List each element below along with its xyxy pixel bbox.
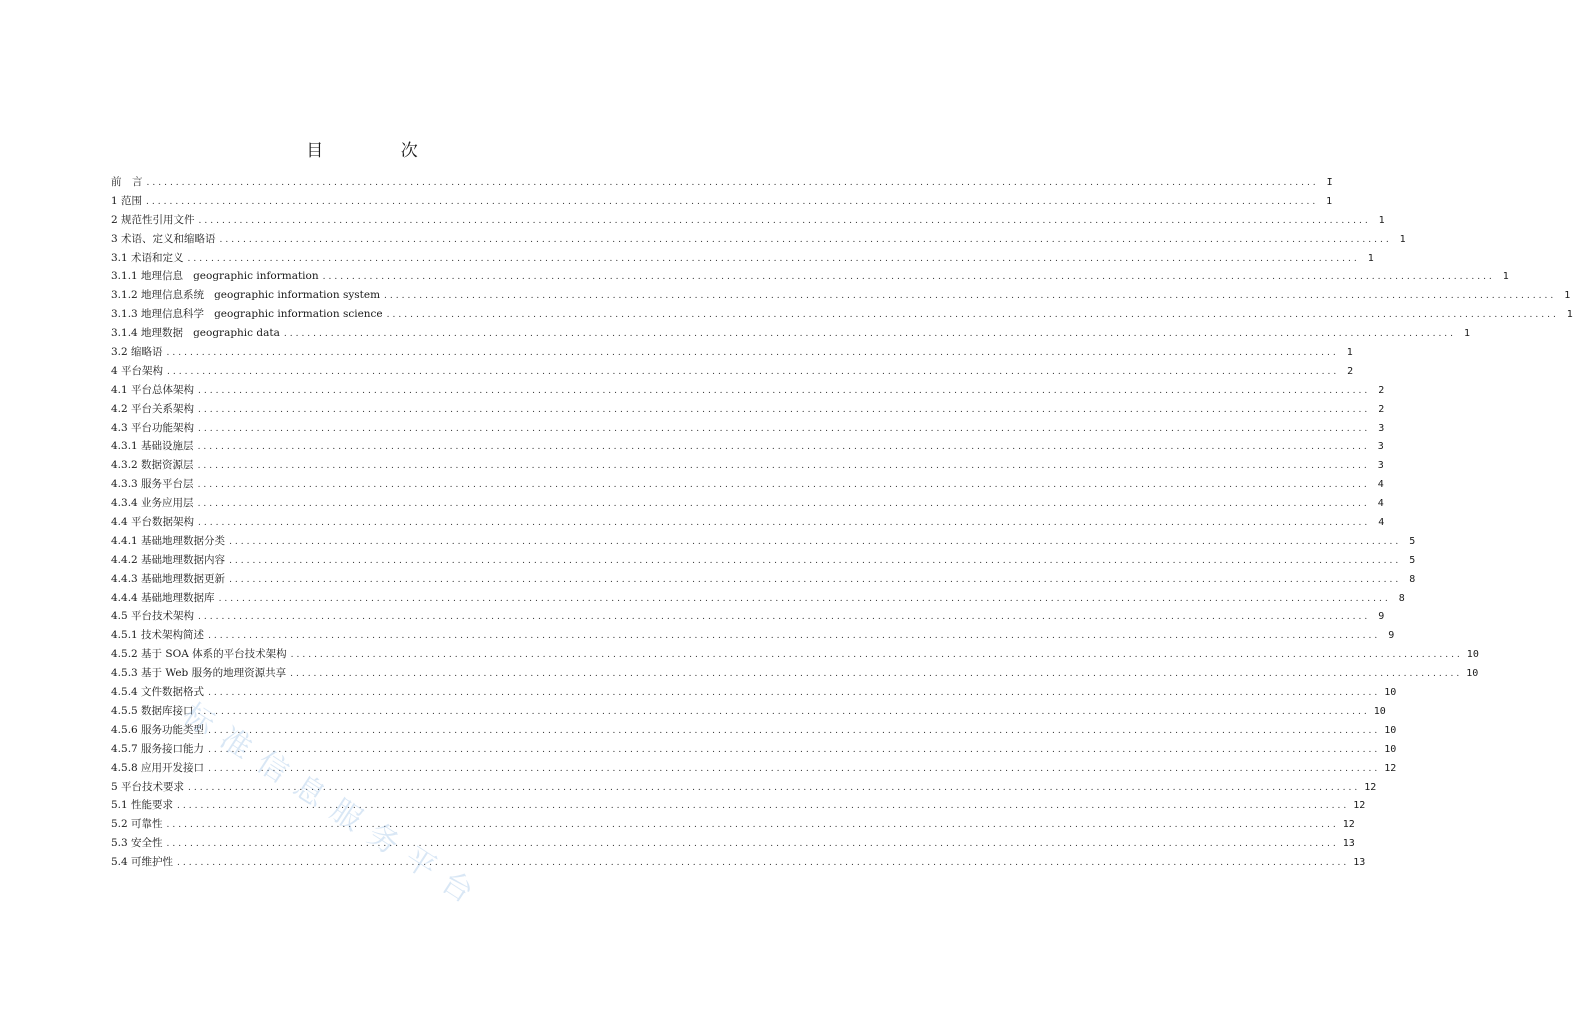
toc-entry-page-number: 1 — [1346, 347, 1353, 359]
toc-entry-page-number: 3 — [1377, 460, 1384, 472]
toc-entry-label: 4.4 平台数据架构 — [111, 516, 195, 529]
toc-dot-leader: ........................................................................................................................................................................................................ — [290, 669, 1463, 680]
toc-entry[interactable] — [111, 721, 1397, 740]
toc-dot-leader: ........................................................................................................................................................................................................ — [198, 215, 1371, 226]
toc-entry-page-number: 1 — [1464, 328, 1471, 340]
toc-entry[interactable] — [111, 173, 1333, 192]
toc-entry-label: 4.5.8 应用开发接口 — [111, 761, 205, 774]
toc-entry-label: 3.1.2 地理信息系统 geographic information system — [111, 289, 381, 302]
toc-entry-label: 4.4.1 基础地理数据分类 — [111, 534, 226, 547]
toc-entry[interactable] — [111, 249, 1374, 268]
toc-entry-page-number: 2 — [1378, 403, 1385, 415]
toc-entry[interactable] — [111, 815, 1355, 834]
toc-entry-label: 5.1 性能要求 — [111, 799, 174, 812]
toc-entry[interactable] — [111, 778, 1377, 797]
toc-dot-leader: ........................................................................................................................................................................................................ — [229, 536, 1402, 547]
toc-entry-page-number: 10 — [1384, 687, 1397, 699]
toc-entry-label: 4.3.2 数据资源层 — [111, 459, 194, 472]
toc-entry[interactable] — [111, 192, 1333, 211]
toc-dot-leader: ........................................................................................................................................................................................................ — [197, 480, 1370, 491]
toc-dot-leader: ........................................................................................................................................................................................................ — [177, 858, 1350, 869]
toc-entry-label: 4.5.5 数据库接口 — [111, 704, 194, 717]
toc-entry-page-number: 1 — [1378, 214, 1385, 226]
toc-entry-label: 4.3.1 基础设施层 — [111, 440, 194, 453]
toc-entry-page-number: 1 — [1502, 271, 1509, 283]
toc-dot-leader: ........................................................................................................................................................................................................ — [322, 272, 1495, 283]
toc-dot-leader: ........................................................................................................................................................................................................ — [208, 763, 1381, 774]
toc-dot-leader: ........................................................................................................................................................................................................ — [384, 291, 1557, 302]
toc-entry[interactable] — [111, 437, 1384, 456]
toc-entry[interactable] — [111, 853, 1366, 872]
toc-dot-leader: ........................................................................................................................................................................................................ — [146, 178, 1319, 188]
toc-entry-page-number: 1 — [1326, 195, 1333, 207]
toc-entry-page-number: 4 — [1377, 479, 1384, 491]
toc-entry[interactable] — [111, 456, 1384, 475]
toc-entry-page-number: 9 — [1388, 630, 1395, 642]
toc-entry-label: 4.1 平台总体架构 — [111, 383, 195, 396]
toc-entry-page-number: 10 — [1384, 724, 1397, 736]
toc-entry-page-number: 12 — [1364, 781, 1377, 793]
toc-entry-label: 前 言 — [111, 176, 143, 188]
toc-dot-leader: ........................................................................................................................................................................................................ — [177, 801, 1350, 812]
toc-dot-leader: ........................................................................................................................................................................................................ — [187, 253, 1360, 264]
toc-entry-page-number: 3 — [1378, 422, 1385, 434]
toc-entry-page-number: 12 — [1384, 762, 1397, 774]
toc-dot-leader: ........................................................................................................................................................................................................ — [208, 631, 1381, 642]
toc-entry-label: 3 术语、定义和缩略语 — [111, 232, 216, 245]
toc-dot-leader: ........................................................................................................................................................................................................ — [166, 839, 1339, 850]
toc-dot-leader: ........................................................................................................................................................................................................ — [197, 461, 1370, 472]
toc-entry-label: 5 平台技术要求 — [111, 780, 185, 793]
toc-entry[interactable] — [111, 475, 1384, 494]
toc-entry-label: 3.1.3 地理信息科学 geographic information science — [111, 308, 383, 321]
toc-dot-leader: ........................................................................................................................................................................................................ — [386, 310, 1559, 321]
toc-entry-label: 4.5.3 基于 Web 服务的地理资源共享 — [111, 667, 287, 680]
toc-dot-leader: ........................................................................................................................................................................................................ — [229, 555, 1402, 566]
table-of-contents — [111, 173, 1573, 872]
toc-entry-page-number: 8 — [1409, 573, 1416, 585]
toc-entry[interactable] — [111, 230, 1406, 249]
toc-entry-label: 4 平台架构 — [111, 364, 164, 377]
toc-entry[interactable] — [111, 419, 1385, 438]
toc-entry[interactable] — [111, 664, 1479, 683]
toc-entry-page-number: 4 — [1378, 517, 1385, 529]
toc-dot-leader: ........................................................................................................................................................................................................ — [197, 706, 1370, 717]
toc-entry-page-number: 8 — [1398, 592, 1405, 604]
toc-dot-leader: ........................................................................................................................................................................................................ — [197, 499, 1370, 510]
toc-entry[interactable] — [111, 362, 1354, 381]
toc-entry[interactable] — [111, 626, 1395, 645]
toc-entry[interactable] — [111, 834, 1355, 853]
toc-dot-leader: ........................................................................................................................................................................................................ — [208, 725, 1381, 736]
toc-entry-label: 3.2 缩略语 — [111, 346, 163, 359]
toc-entry[interactable] — [111, 343, 1353, 362]
toc-dot-leader: ........................................................................................................................................................................................................ — [197, 442, 1370, 453]
toc-dot-leader: ........................................................................................................................................................................................................ — [198, 518, 1371, 529]
toc-entry-label: 4.5 平台技术架构 — [111, 610, 195, 623]
toc-entry-label: 4.2 平台关系架构 — [111, 402, 195, 415]
toc-entry-label: 5.3 安全性 — [111, 837, 163, 850]
toc-dot-leader: ........................................................................................................................................................................................................ — [166, 820, 1339, 831]
toc-entry-page-number: 1 — [1399, 233, 1406, 245]
toc-dot-leader: ........................................................................................................................................................................................................ — [229, 574, 1402, 585]
toc-dot-leader: ........................................................................................................................................................................................................ — [218, 593, 1391, 604]
toc-entry[interactable] — [111, 381, 1385, 400]
toc-entry-page-number: 1 — [1564, 290, 1571, 302]
toc-entry[interactable] — [111, 532, 1416, 551]
toc-entry-page-number: 13 — [1342, 838, 1355, 850]
toc-entry[interactable] — [111, 267, 1509, 286]
page-title: 目 次 — [306, 141, 454, 161]
toc-entry-label: 5.2 可靠性 — [111, 818, 163, 831]
toc-entry-page-number: 1 — [1566, 309, 1573, 321]
toc-entry[interactable] — [111, 551, 1416, 570]
toc-dot-leader: ........................................................................................................................................................................................................ — [290, 650, 1463, 661]
toc-dot-leader: ........................................................................................................................................................................................................ — [198, 612, 1371, 623]
toc-entry-page-number: 12 — [1353, 800, 1366, 812]
toc-entry-label: 4.5.4 文件数据格式 — [111, 686, 205, 699]
toc-entry-label: 4.3.4 业务应用层 — [111, 497, 194, 510]
toc-entry-label: 4.3 平台功能架构 — [111, 421, 195, 434]
toc-entry-label: 4.3.3 服务平台层 — [111, 478, 194, 491]
toc-entry-label: 1 范围 — [111, 194, 143, 207]
toc-entry[interactable] — [111, 589, 1405, 608]
toc-entry-page-number: 10 — [1466, 668, 1479, 680]
toc-dot-leader: ........................................................................................................................................................................................................ — [208, 744, 1381, 755]
toc-entry-page-number: I — [1326, 177, 1333, 188]
toc-entry-page-number: 4 — [1377, 498, 1384, 510]
toc-entry-label: 4.5.1 技术架构简述 — [111, 629, 205, 642]
toc-entry[interactable] — [111, 740, 1397, 759]
toc-dot-leader: ........................................................................................................................................................................................................ — [198, 423, 1371, 434]
toc-dot-leader: ........................................................................................................................................................................................................ — [167, 366, 1340, 377]
toc-dot-leader: ........................................................................................................................................................................................................ — [208, 688, 1381, 699]
toc-entry-page-number: 5 — [1409, 535, 1416, 547]
toc-entry-page-number: 3 — [1377, 441, 1384, 453]
toc-entry[interactable] — [111, 286, 1571, 305]
watermark: 标准信息服务平台 — [176, 696, 491, 918]
toc-dot-leader: ........................................................................................................................................................................................................ — [188, 782, 1361, 793]
toc-entry-label: 3.1.1 地理信息 geographic information — [111, 270, 319, 283]
toc-entry-label: 3.1 术语和定义 — [111, 251, 184, 264]
toc-entry-page-number: 13 — [1353, 857, 1366, 869]
toc-entry-page-number: 9 — [1378, 611, 1385, 623]
toc-entry[interactable] — [111, 305, 1573, 324]
toc-dot-leader: ........................................................................................................................................................................................................ — [198, 385, 1371, 396]
toc-entry[interactable] — [111, 645, 1479, 664]
toc-entry-label: 4.4.3 基础地理数据更新 — [111, 572, 226, 585]
toc-entry[interactable] — [111, 796, 1366, 815]
toc-dot-leader: ........................................................................................................................................................................................................ — [146, 196, 1319, 207]
toc-entry[interactable] — [111, 759, 1397, 778]
toc-entry-label: 4.5.2 基于 SOA 体系的平台技术架构 — [111, 648, 287, 661]
toc-dot-leader: ........................................................................................................................................................................................................ — [166, 348, 1339, 359]
toc-entry[interactable] — [111, 211, 1385, 230]
toc-entry-label: 4.5.6 服务功能类型 — [111, 723, 205, 736]
toc-entry[interactable] — [111, 607, 1385, 626]
toc-entry[interactable] — [111, 494, 1384, 513]
toc-entry-page-number: 12 — [1342, 819, 1355, 831]
toc-entry-label: 4.5.7 服务接口能力 — [111, 742, 205, 755]
toc-entry-label: 4.4.4 基础地理数据库 — [111, 591, 215, 604]
toc-entry-page-number: 2 — [1347, 365, 1354, 377]
toc-entry-label: 5.4 可维护性 — [111, 856, 174, 869]
toc-entry-label: 3.1.4 地理数据 geographic data — [111, 327, 280, 340]
toc-entry-label: 2 规范性引用文件 — [111, 213, 195, 226]
toc-entry[interactable] — [111, 683, 1397, 702]
toc-dot-leader: ........................................................................................................................................................................................................ — [198, 404, 1371, 415]
toc-entry-page-number: 2 — [1378, 384, 1385, 396]
toc-entry-page-number: 10 — [1466, 649, 1479, 661]
toc-entry[interactable] — [111, 513, 1385, 532]
toc-entry-page-number: 10 — [1373, 705, 1386, 717]
toc-dot-leader: ........................................................................................................................................................................................................ — [283, 329, 1457, 340]
toc-entry-page-number: 5 — [1409, 554, 1416, 566]
toc-entry-label: 4.4.2 基础地理数据内容 — [111, 553, 226, 566]
toc-entry[interactable] — [111, 570, 1416, 589]
toc-entry-page-number: 1 — [1367, 252, 1374, 264]
toc-entry[interactable] — [111, 324, 1471, 343]
toc-entry[interactable] — [111, 702, 1386, 721]
toc-dot-leader: ........................................................................................................................................................................................................ — [219, 234, 1392, 245]
toc-entry-page-number: 10 — [1384, 743, 1397, 755]
toc-entry[interactable] — [111, 400, 1385, 419]
